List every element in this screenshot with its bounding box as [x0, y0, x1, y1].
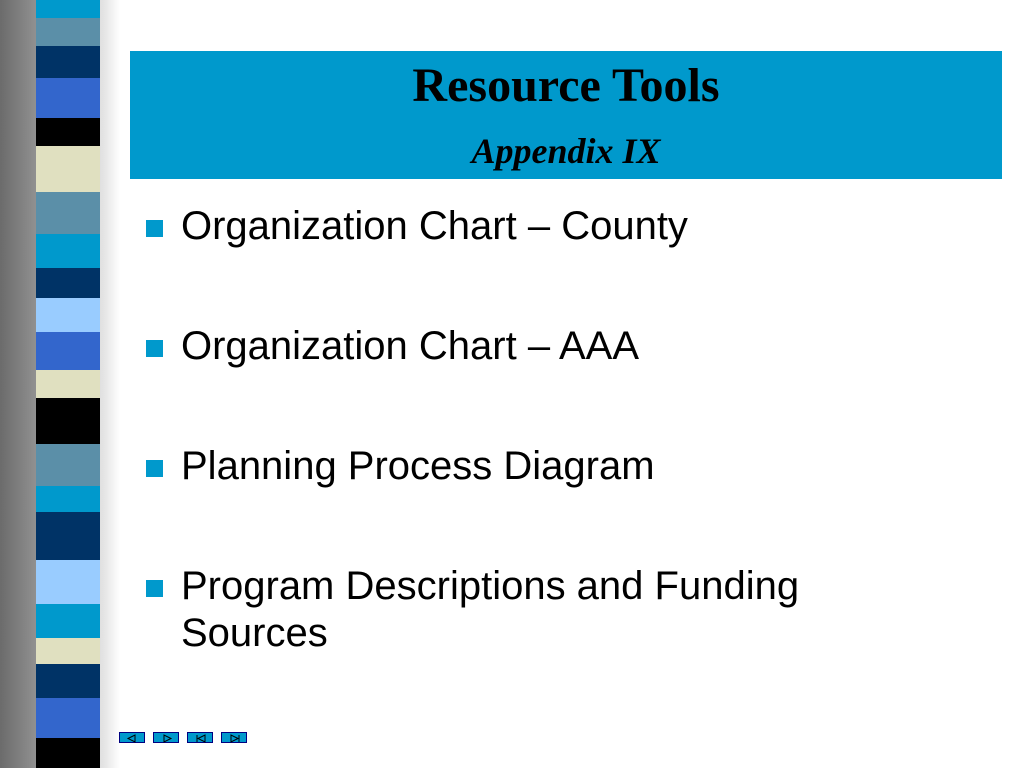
strip-block — [36, 192, 100, 234]
bullet-square-icon — [146, 460, 163, 477]
bullet-text: Program Descriptions and Funding Sources — [181, 564, 800, 655]
strip-block — [36, 332, 100, 370]
bullet-text: Planning Process Diagram — [181, 444, 655, 488]
last-slide-icon — [222, 733, 248, 744]
strip-block — [36, 298, 100, 332]
strip-block — [36, 78, 100, 118]
strip-block — [36, 146, 100, 192]
decorative-strip — [36, 0, 100, 768]
slide-subtitle: Appendix IX — [471, 131, 661, 171]
first-slide-icon — [188, 733, 214, 744]
strip-block — [36, 638, 100, 664]
strip-block — [36, 118, 100, 146]
strip-block — [36, 604, 100, 638]
bullet-text: Organization Chart – AAA — [181, 324, 640, 368]
strip-block — [36, 512, 100, 560]
next-slide-icon — [154, 733, 180, 744]
bullet-square-icon — [146, 580, 163, 597]
strip-block — [36, 664, 100, 698]
first-slide-button[interactable] — [187, 732, 213, 743]
strip-block — [36, 0, 100, 18]
strip-block — [36, 486, 100, 512]
previous-slide-icon — [120, 733, 146, 744]
bullet-square-icon — [146, 340, 163, 357]
last-slide-button[interactable] — [221, 732, 247, 743]
strip-block — [36, 268, 100, 298]
bullet-square-icon — [146, 220, 163, 237]
strip-block — [36, 444, 100, 486]
bullet-text: Organization Chart – County — [181, 204, 688, 248]
strip-block — [36, 18, 100, 46]
strip-block — [36, 698, 100, 738]
strip-block — [36, 560, 100, 604]
strip-block — [36, 234, 100, 268]
strip-block — [36, 398, 100, 444]
slide-title: Resource Tools — [412, 59, 720, 112]
strip-block — [36, 46, 100, 78]
strip-block — [36, 370, 100, 398]
next-slide-button[interactable] — [153, 732, 179, 743]
previous-slide-button[interactable] — [119, 732, 145, 743]
strip-block — [36, 738, 100, 768]
